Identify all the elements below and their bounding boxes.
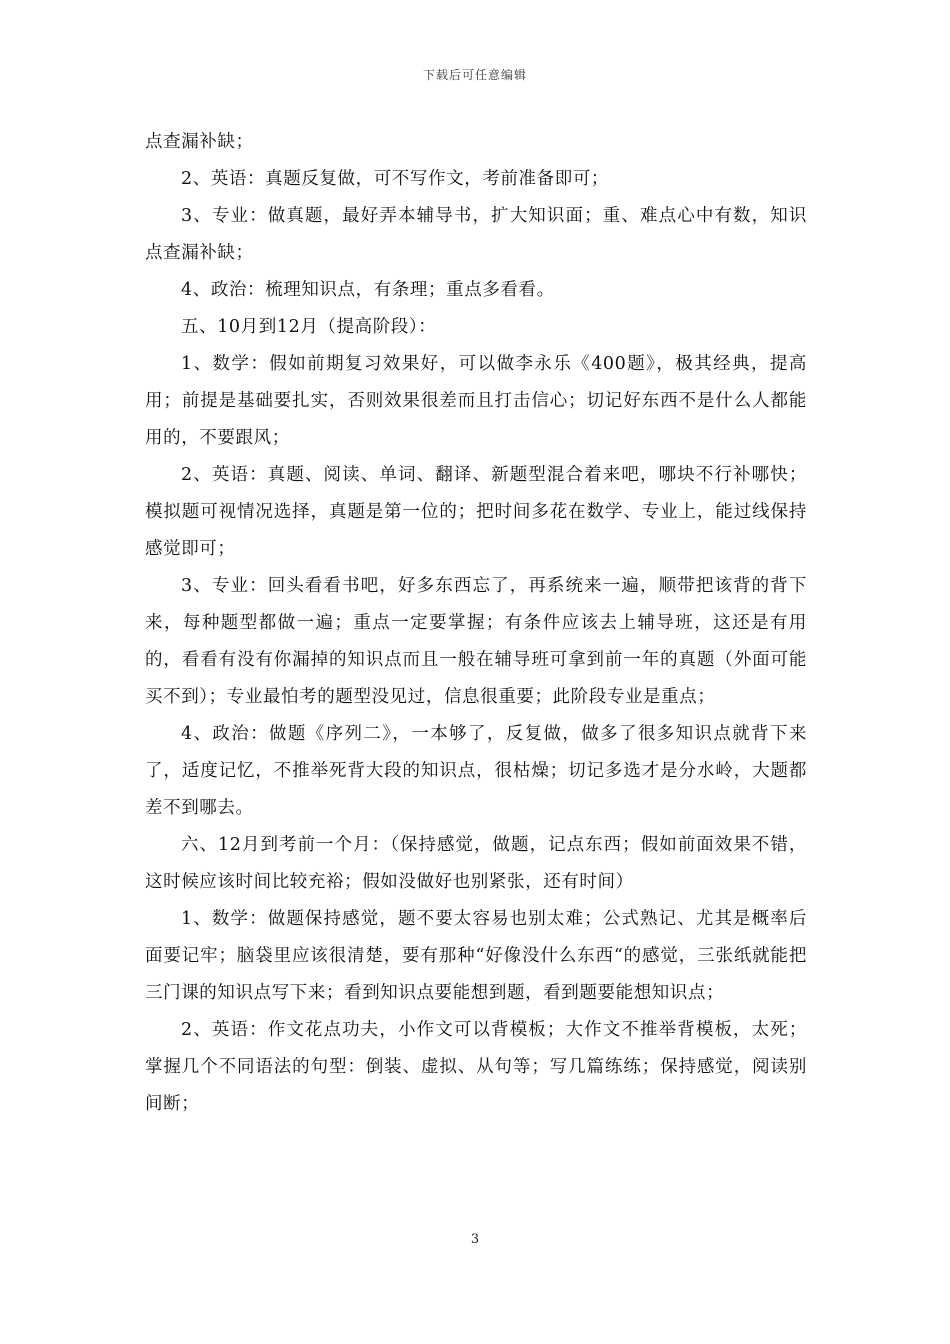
section-heading: 五、10月到12月（提高阶段）： [181, 317, 437, 337]
paragraph: 3、专业：做真题，最好弄本辅导书，扩大知识面；重、难点心中有数，知识点查漏补缺； [145, 206, 807, 263]
paragraph: 4、政治：做题《序列二》，一本够了，反复做，做多了很多知识点就背下来了，适度记忆，不推举死背大段的知识点，很枯燥；切记多选才是分水岭，大题都差不到哪去。 [145, 724, 807, 818]
paragraph: 1、数学：假如前期复习效果好，可以做李永乐《400题》，极其经典，提高用；前提是基础要扎实，否则效果很差而且打击信心；切记好东西不是什么人都能用的，不要跟风； [145, 354, 807, 448]
paragraph: 2、英语：作文花点功夫，小作文可以背模板；大作文不推举背模板，太死；掌握几个不同语法的句型：倒装、虚拟、从句等；写几篇练练；保持感觉，阅读别间断； [145, 1020, 807, 1114]
paragraph: 2、英语：真题、阅读、单词、翻译、新题型混合着来吧，哪块不行补哪快；模拟题可视情况选择，真题是第一位的；把时间多花在数学、专业上，能过线保持感觉即可； [145, 465, 807, 559]
page-number: 3 [470, 1232, 480, 1247]
paragraph: 1、数学：做题保持感觉，题不要太容易也别太难；公式熟记、尤其是概率后面要记牢；脑袋里应该很清楚，要有那种“好像没什么东西“的感觉，三张纸就能把三门课的知识点写下来；看到知识点要能想到题，看到题要能想知识点； [145, 909, 807, 1003]
paragraph: 4、政治：梳理知识点，有条理；重点多看看。 [181, 280, 555, 300]
document-body [145, 124, 807, 1123]
section-heading: 六、12月到考前一个月：（保持感觉，做题，记点东西；假如前面效果不错，这时候应该时间比较充裕；假如没做好也别紧张，还有时间） [145, 835, 807, 892]
paragraph: 3、专业：回头看看书吧，好多东西忘了，再系统来一遍，顺带把该背的背下来，每种题型都做一遍；重点一定要掌握；有条件应该去上辅导班，这还是有用的，看看有没有你漏掉的知识点而且一般在辅导班可拿到前一年的真题（外面可能买不到）；专业最怕考的题型没见过，信息很重要；此阶段专业是重点； [145, 576, 807, 707]
page-header: 下载后可任意编辑 [422, 68, 527, 82]
paragraph: 2、英语：真题反复做，可不写作文，考前准备即可； [181, 169, 610, 189]
paragraph: 点查漏补缺； [145, 132, 254, 152]
